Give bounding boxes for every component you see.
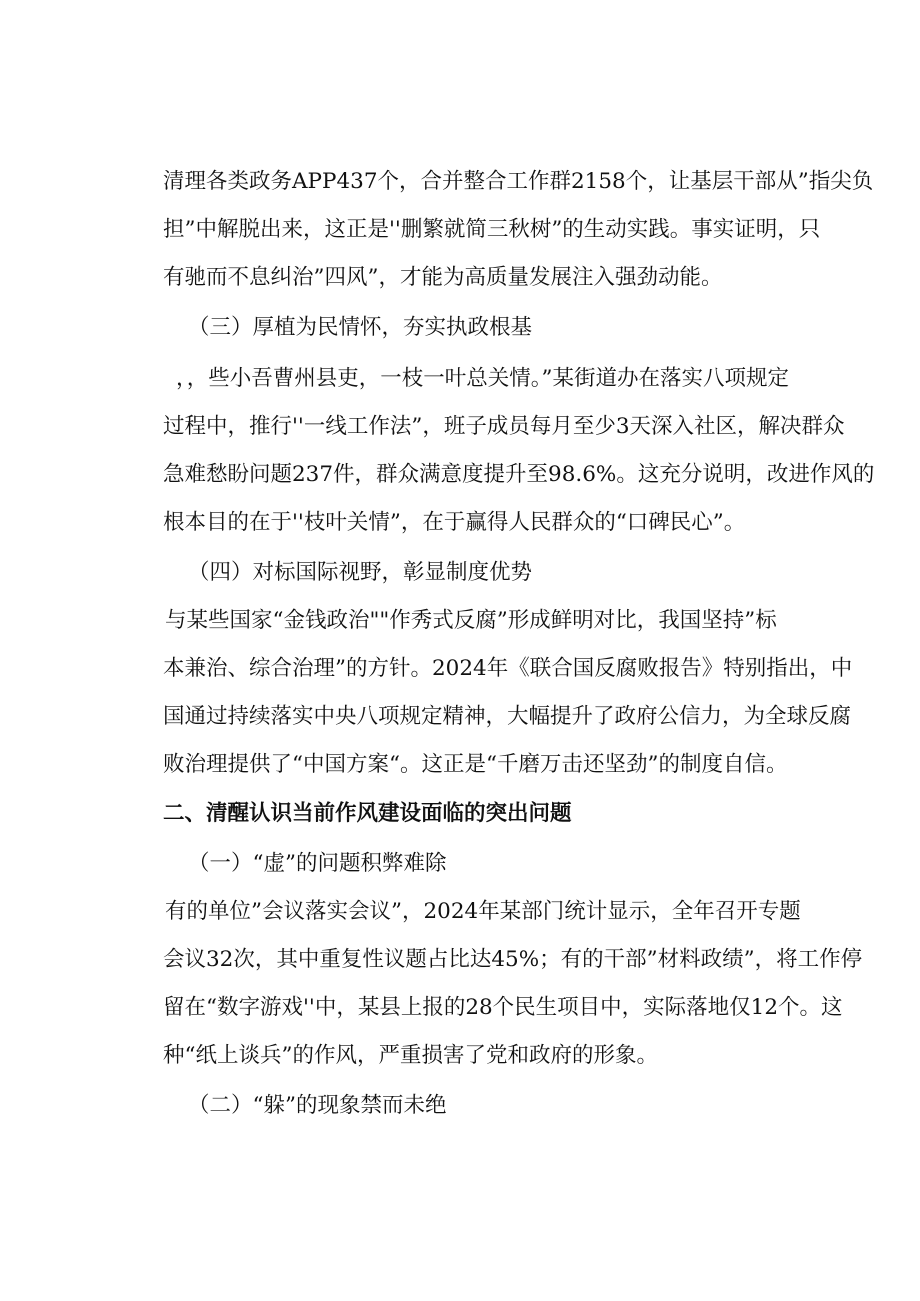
body-line: 急难愁盼问题237件，群众满意度提升至98.6%。这充分说明，改进作风的 xyxy=(163,462,875,487)
body-line: 有驰而不息纠治”四风”，才能为高质量发展注入强劲动能。 xyxy=(163,265,723,290)
body-line: 败治理提供了“中国方案“。这正是“千磨万击还坚劲”的制度自信。 xyxy=(163,752,788,777)
body-line: 根本目的在于''枝叶关情”，在于赢得人民群众的“口碑民心”。 xyxy=(163,510,746,535)
body-line: 种“纸上谈兵”的作风，严重损害了党和政府的形象。 xyxy=(163,1043,658,1068)
body-line: 留在“数字游戏''中，某县上报的28个民生项目中，实际落地仅12个。这 xyxy=(163,995,843,1020)
section-heading: （四）对标国际视野，彰显制度优势 xyxy=(188,560,533,585)
body-line: 本兼治、综合治理”的方针。2024年《联合国反腐败报告》特别指出，中 xyxy=(163,656,853,681)
body-line: 担”中解脱出来，这正是''删繁就简三秋树”的生动实践。事实证明，只 xyxy=(163,217,821,242)
section-heading: （二）“躲”的现象禁而未绝 xyxy=(188,1093,447,1118)
body-line: 过程中，推行''一线工作法”，班子成员每月至少3天深入社区，解决群众 xyxy=(163,414,845,439)
section-heading: （一）“虚”的问题积弊难除 xyxy=(188,851,447,876)
chapter-heading: 二、清醒认识当前作风建设面临的突出问题 xyxy=(163,801,572,826)
body-line: 国通过持续落实中央八项规定精神，大幅提升了政府公信力，为全球反腐 xyxy=(163,704,852,729)
body-line: 与某些国家“金钱政治""作秀式反腐”形成鲜明对比，我国坚持”标 xyxy=(165,608,777,633)
body-line: 有的单位”会议落实会议”，2024年某部门统计显示，全年召开专题 xyxy=(165,899,801,924)
section-heading: （三）厚植为民情怀，夯实执政根基 xyxy=(188,315,533,340)
body-line: ，，些小吾曹州县吏，一枝一叶总关情。”某街道办在落实八项规定 xyxy=(176,366,789,391)
body-line: 会议32次，其中重复性议题占比达45%；有的干部”材料政绩”，将工作停 xyxy=(163,947,863,972)
body-line: 清理各类政务APP437个，合并整合工作群2158个，让基层干部从”指尖负 xyxy=(163,169,874,194)
